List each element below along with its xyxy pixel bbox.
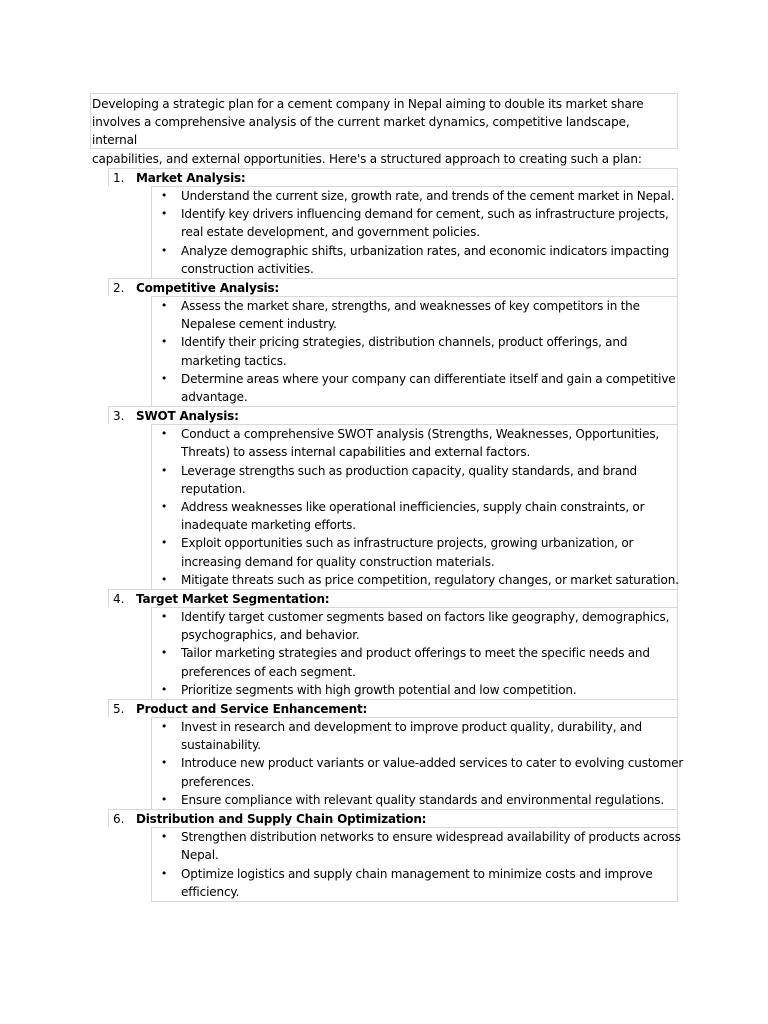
bullet-icon: • [160,682,168,696]
list-item [152,791,677,809]
list-item-text: Optimize logistics and supply chain management to minimize costs and improve [181,866,653,881]
section-number: 1. [113,171,125,185]
section-heading [108,406,678,424]
list-item-text: Threats) to assess internal capabilities and external factors. [181,445,531,460]
numbered-section-list [108,168,684,902]
bullet-icon: • [160,427,168,441]
list-item [152,425,677,461]
section-title: Competitive Analysis: [136,281,279,296]
bullet-icon: • [160,371,168,385]
list-item-text: Analyze demographic shifts, urbanization rates, and economic indicators impacting [181,243,670,258]
section-heading [108,278,678,296]
list-section [108,278,678,406]
section-number: 4. [113,592,125,607]
list-item-text: construction activities. [181,261,314,276]
section-number: 6. [113,812,125,827]
list-item-text: Mitigate threats such as price competition, regulatory changes, or market saturation. [181,572,679,587]
bullet-icon: • [160,646,168,660]
intro-line: involves a comprehensive analysis of the current market dynamics, competitive landscape, internal [92,115,630,148]
bullet-icon: • [160,830,168,844]
bullet-list [151,296,678,406]
bullet-icon: • [160,866,168,880]
list-item-text: Introduce new product variants or value-added services to cater to evolving customer [181,756,684,771]
list-item-text: Exploit opportunities such as infrastructure projects, growing urbanization, or [181,536,634,551]
section-title: Product and Service Enhancement: [136,702,368,717]
list-section [108,809,681,902]
bullet-icon: • [160,463,168,477]
list-item-text: Ensure compliance with relevant quality standards and environmental regulations. [181,792,665,807]
bullet-icon: • [160,536,168,550]
bullet-icon: • [160,756,168,770]
section-heading [108,699,678,717]
list-item-text: real estate development, and government policies. [181,225,480,240]
list-item [152,370,677,406]
list-item [152,205,677,241]
list-item-text: Nepal. [181,848,219,863]
section-heading [108,589,678,607]
list-item [152,462,677,498]
bullet-list [151,607,678,699]
section-number: 2. [113,281,125,296]
list-item-text: Tailor marketing strategies and product offerings to meet the specific needs and [181,646,650,661]
list-item [152,754,684,790]
list-item-text: Identify their pricing strategies, distribution channels, product offerings, and [181,335,628,350]
intro-line: Developing a strategic plan for a cement company in Nepal aiming to double its market share [92,97,644,111]
list-item [152,644,677,680]
list-item-text: Invest in research and development to improve product quality, durability, and [181,720,642,735]
list-item [152,242,677,278]
bullet-icon: • [160,335,168,349]
list-item [152,608,677,644]
list-item-text: Prioritize segments with high growth potential and low competition. [181,682,577,697]
list-item-text: Determine areas where your company can differentiate itself and gain a competitive [181,371,676,386]
list-item [152,534,677,570]
list-item-text: Conduct a comprehensive SWOT analysis (Strengths, Weaknesses, Opportunities, [181,427,660,442]
list-item-text: efficiency. [181,884,240,899]
list-item [152,498,677,534]
section-title: Target Market Segmentation: [136,592,330,607]
list-item-text: Leverage strengths such as production capacity, quality standards, and brand [181,463,638,478]
list-item-text: sustainability. [181,738,261,753]
bullet-icon: • [160,500,168,514]
intro-paragraph [90,93,678,166]
list-section [108,589,678,699]
bullet-icon: • [160,189,168,202]
bullet-icon: • [160,299,168,313]
bullet-icon: • [160,243,168,257]
list-item-text: inadequate marketing efforts. [181,518,356,533]
bullet-icon: • [160,207,168,221]
list-item [152,865,677,901]
section-title: Market Analysis: [136,171,246,185]
section-heading [108,168,678,186]
list-item [152,187,677,205]
bullet-list [151,424,678,589]
bullet-list [151,717,684,809]
list-item [152,297,677,333]
list-item-text: marketing tactics. [181,353,287,368]
list-item-text: Understand the current size, growth rate, and trends of the cement market in Nepal. [181,189,675,203]
list-item-text: psychographics, and behavior. [181,628,360,643]
section-number: 5. [113,702,125,717]
bullet-list [151,827,681,902]
list-item-text: Nepalese cement industry. [181,317,337,332]
list-item-text: preferences. [181,774,255,789]
list-item-text: Strengthen distribution networks to ensure widespread availability of products across [181,830,681,845]
list-item-text: increasing demand for quality construction materials. [181,554,495,569]
list-item [152,333,677,369]
list-item-text: Identify key drivers influencing demand for cement, such as infrastructure projects, [181,207,669,222]
list-item [152,718,677,754]
list-section [108,699,684,809]
section-number: 3. [113,409,125,424]
section-title: SWOT Analysis: [136,409,239,424]
list-item-text: reputation. [181,481,246,496]
intro-line: capabilities, and external opportunities. Here's a structured approach to creating such a plan: [92,151,642,166]
bullet-icon: • [160,720,168,734]
bullet-icon: • [160,572,168,586]
list-item-text: advantage. [181,390,248,405]
list-item-text: Identify target customer segments based on factors like geography, demographics, [181,610,670,625]
bullet-list [151,186,678,278]
list-item-text: Assess the market share, strengths, and weaknesses of key competitors in the [181,299,640,314]
section-title: Distribution and Supply Chain Optimization: [136,812,427,827]
list-item-text: Address weaknesses like operational inefficiencies, supply chain constraints, or [181,500,645,515]
bullet-icon: • [160,792,168,806]
list-item [152,681,677,699]
list-item-text: preferences of each segment. [181,664,356,679]
list-section [108,406,678,589]
bullet-icon: • [160,610,168,624]
list-item [152,571,677,589]
section-heading [108,809,678,827]
list-item [152,828,681,864]
list-section [108,168,678,278]
